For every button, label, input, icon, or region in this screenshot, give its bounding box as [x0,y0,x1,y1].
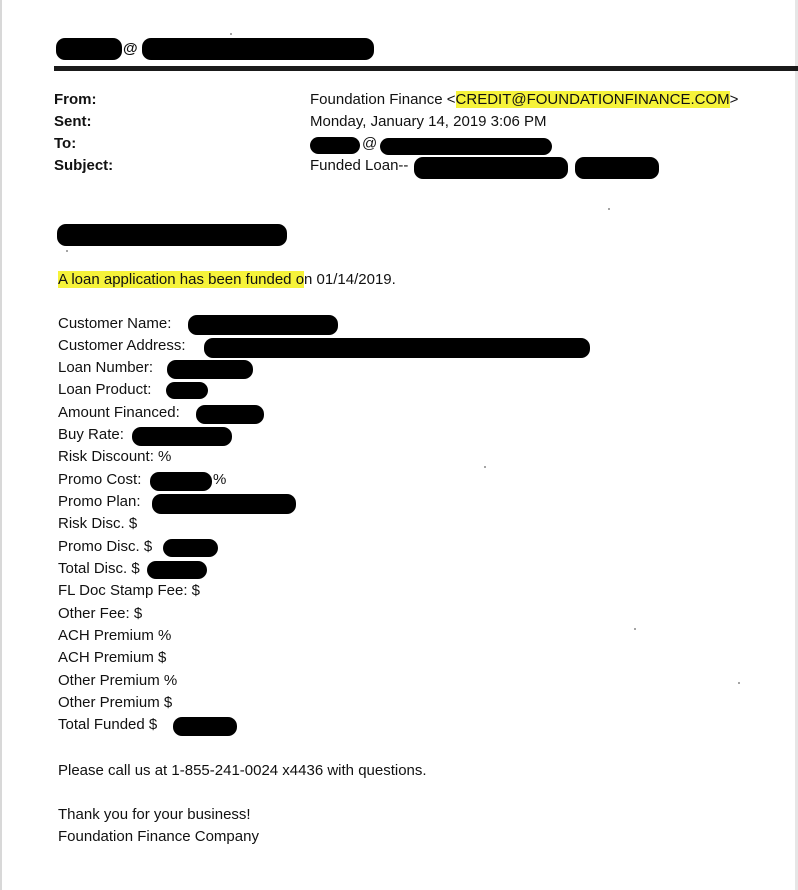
signature-line: Foundation Finance Company [58,828,259,845]
redacted-recipient-domain [142,38,374,60]
scan-speck [738,682,740,684]
scan-speck [608,208,610,210]
from-close: > [729,91,739,108]
field-other-fee: Other Fee: $ [58,605,143,622]
redacted-promo-cost [150,472,212,491]
scan-speck [634,628,636,630]
intro-highlight: A loan application has been funded o [58,271,305,288]
redacted-buy-rate [132,427,232,446]
sent-label: Sent: [54,113,92,130]
field-total-disc: Total Disc. $ [58,560,140,577]
subject-value: Funded Loan-- [310,157,409,174]
page-edge-left [0,0,2,890]
field-other-premium-percent: Other Premium % [58,672,178,689]
redacted-promo-disc [163,539,218,557]
redacted-to-domain [380,138,552,155]
field-customer-name: Customer Name: [58,315,172,332]
redacted-loan-product [166,382,208,399]
redacted-customer-name [188,315,338,335]
redacted-subject-part-1 [414,157,568,179]
from-name: Foundation Finance < [310,91,456,108]
to-at-symbol: @ [362,135,378,152]
field-risk-discount: Risk Discount: % [58,448,172,465]
field-ach-premium-percent: ACH Premium % [58,627,172,644]
redacted-total-disc [147,561,207,579]
field-amount-financed: Amount Financed: [58,404,180,421]
field-loan-number: Loan Number: [58,359,154,376]
from-label: From: [54,91,97,108]
redacted-total-funded [173,717,237,736]
field-promo-disc: Promo Disc. $ [58,538,153,555]
from-value [310,91,738,108]
from-email: CREDIT@FOUNDATIONFINANCE.COM [455,91,730,108]
redacted-to-user [310,137,360,154]
to-label: To: [54,135,77,152]
field-other-premium-dollar: Other Premium $ [58,694,173,711]
redacted-greeting [57,224,287,246]
promo-cost-suffix: % [213,471,227,488]
redacted-subject-part-2 [575,157,659,179]
intro-rest: n 01/14/2019. [304,271,396,288]
field-loan-product: Loan Product: [58,381,152,398]
sent-value: Monday, January 14, 2019 3:06 PM [310,113,547,130]
subject-label: Subject: [54,157,114,174]
field-risk-disc: Risk Disc. $ [58,515,138,532]
redacted-loan-number [167,360,253,379]
scan-speck [230,33,232,35]
recipient-at-symbol: @ [123,40,138,57]
call-instructions: Please call us at 1-855-241-0024 x4436 with questions. [58,762,427,779]
redacted-promo-plan [152,494,296,514]
field-fl-doc-stamp-fee: FL Doc Stamp Fee: $ [58,582,201,599]
field-total-funded: Total Funded $ [58,716,158,733]
redacted-recipient-user [56,38,122,60]
field-ach-premium-dollar: ACH Premium $ [58,649,167,666]
field-promo-plan: Promo Plan: [58,493,141,510]
scan-speck [66,250,68,252]
field-buy-rate: Buy Rate: [58,426,124,443]
redacted-amount-financed [196,405,264,424]
field-promo-cost: Promo Cost: [58,471,142,488]
redacted-customer-address [204,338,590,358]
thank-you-line: Thank you for your business! [58,806,251,823]
field-customer-address: Customer Address: [58,337,186,354]
intro-line [58,271,396,288]
scan-speck [484,466,486,468]
header-divider [54,66,798,71]
